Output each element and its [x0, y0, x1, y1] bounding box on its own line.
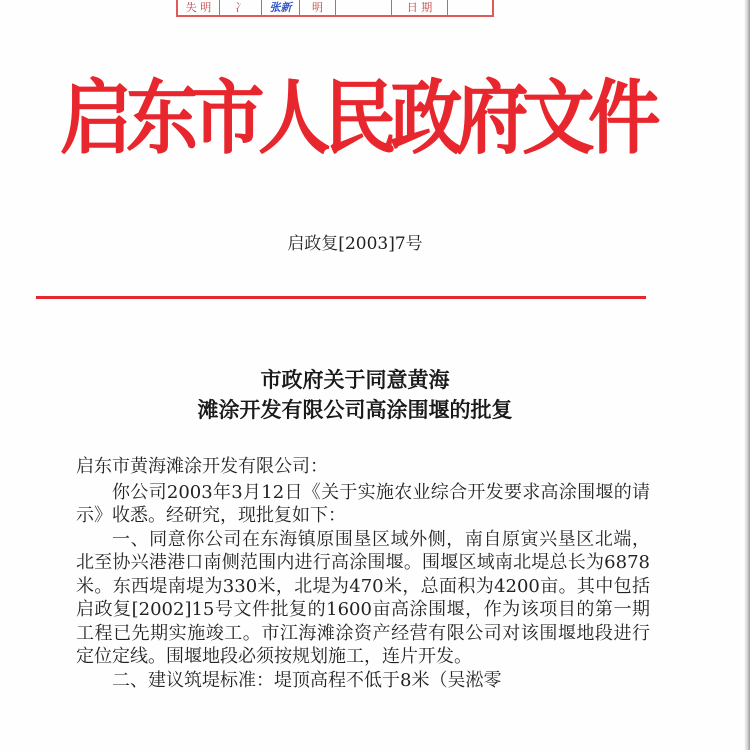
title-line-1: 市政府关于同意黄海 [260, 367, 450, 392]
title-line-2: 滩涂开发有限公司高涂围堰的批复 [197, 397, 513, 422]
body-paragraph: 一、同意你公司在东海镇原围垦区域外侧，南自原寅兴垦区北端，北至协兴港港口南侧范围内进行高涂围堰。围堰区域南北堤总长为6878米。东西堤南堤为330米，北堤为470米，总面积为4200亩。其中包括启政复[2002]15号文件批复的1600亩高涂围堰，作为该项目的第一期工程已先期实施竣工。市江海滩涂资产经营有限公司对该围堰地段进行定位定线。围堰地段必须按规划施工，连片开发。 [76, 528, 650, 667]
stamp-cell: 日 期 [392, 0, 448, 15]
addressee: 启东市黄海滩涂开发有限公司： [76, 456, 328, 477]
stamp-cell: 冫 [220, 0, 262, 15]
stamp-cell: 失 明 [178, 0, 220, 15]
receipt-stamp [176, 0, 494, 17]
body-paragraph: 你公司2003年3月12日《关于实施农业综合开发要求高涂围堰的请示》收悉。经研究，现批复如下： [76, 481, 650, 526]
document-number: 启政复[2003]7号 [287, 234, 423, 254]
stamp-cell [336, 0, 392, 15]
stamp-cell [448, 0, 492, 15]
stamp-cell: 明 [300, 0, 336, 15]
document-body [76, 455, 650, 692]
red-divider-line [36, 296, 646, 299]
stamp-cell: 张新 [262, 0, 300, 15]
document-masthead: 启东市人民政府文件 [60, 70, 655, 165]
document-title [0, 365, 710, 425]
scan-edge-shadow [744, 0, 750, 750]
body-paragraph: 二、建议筑堤标准：堤顶高程不低于8米（吴淞零 [112, 669, 502, 691]
